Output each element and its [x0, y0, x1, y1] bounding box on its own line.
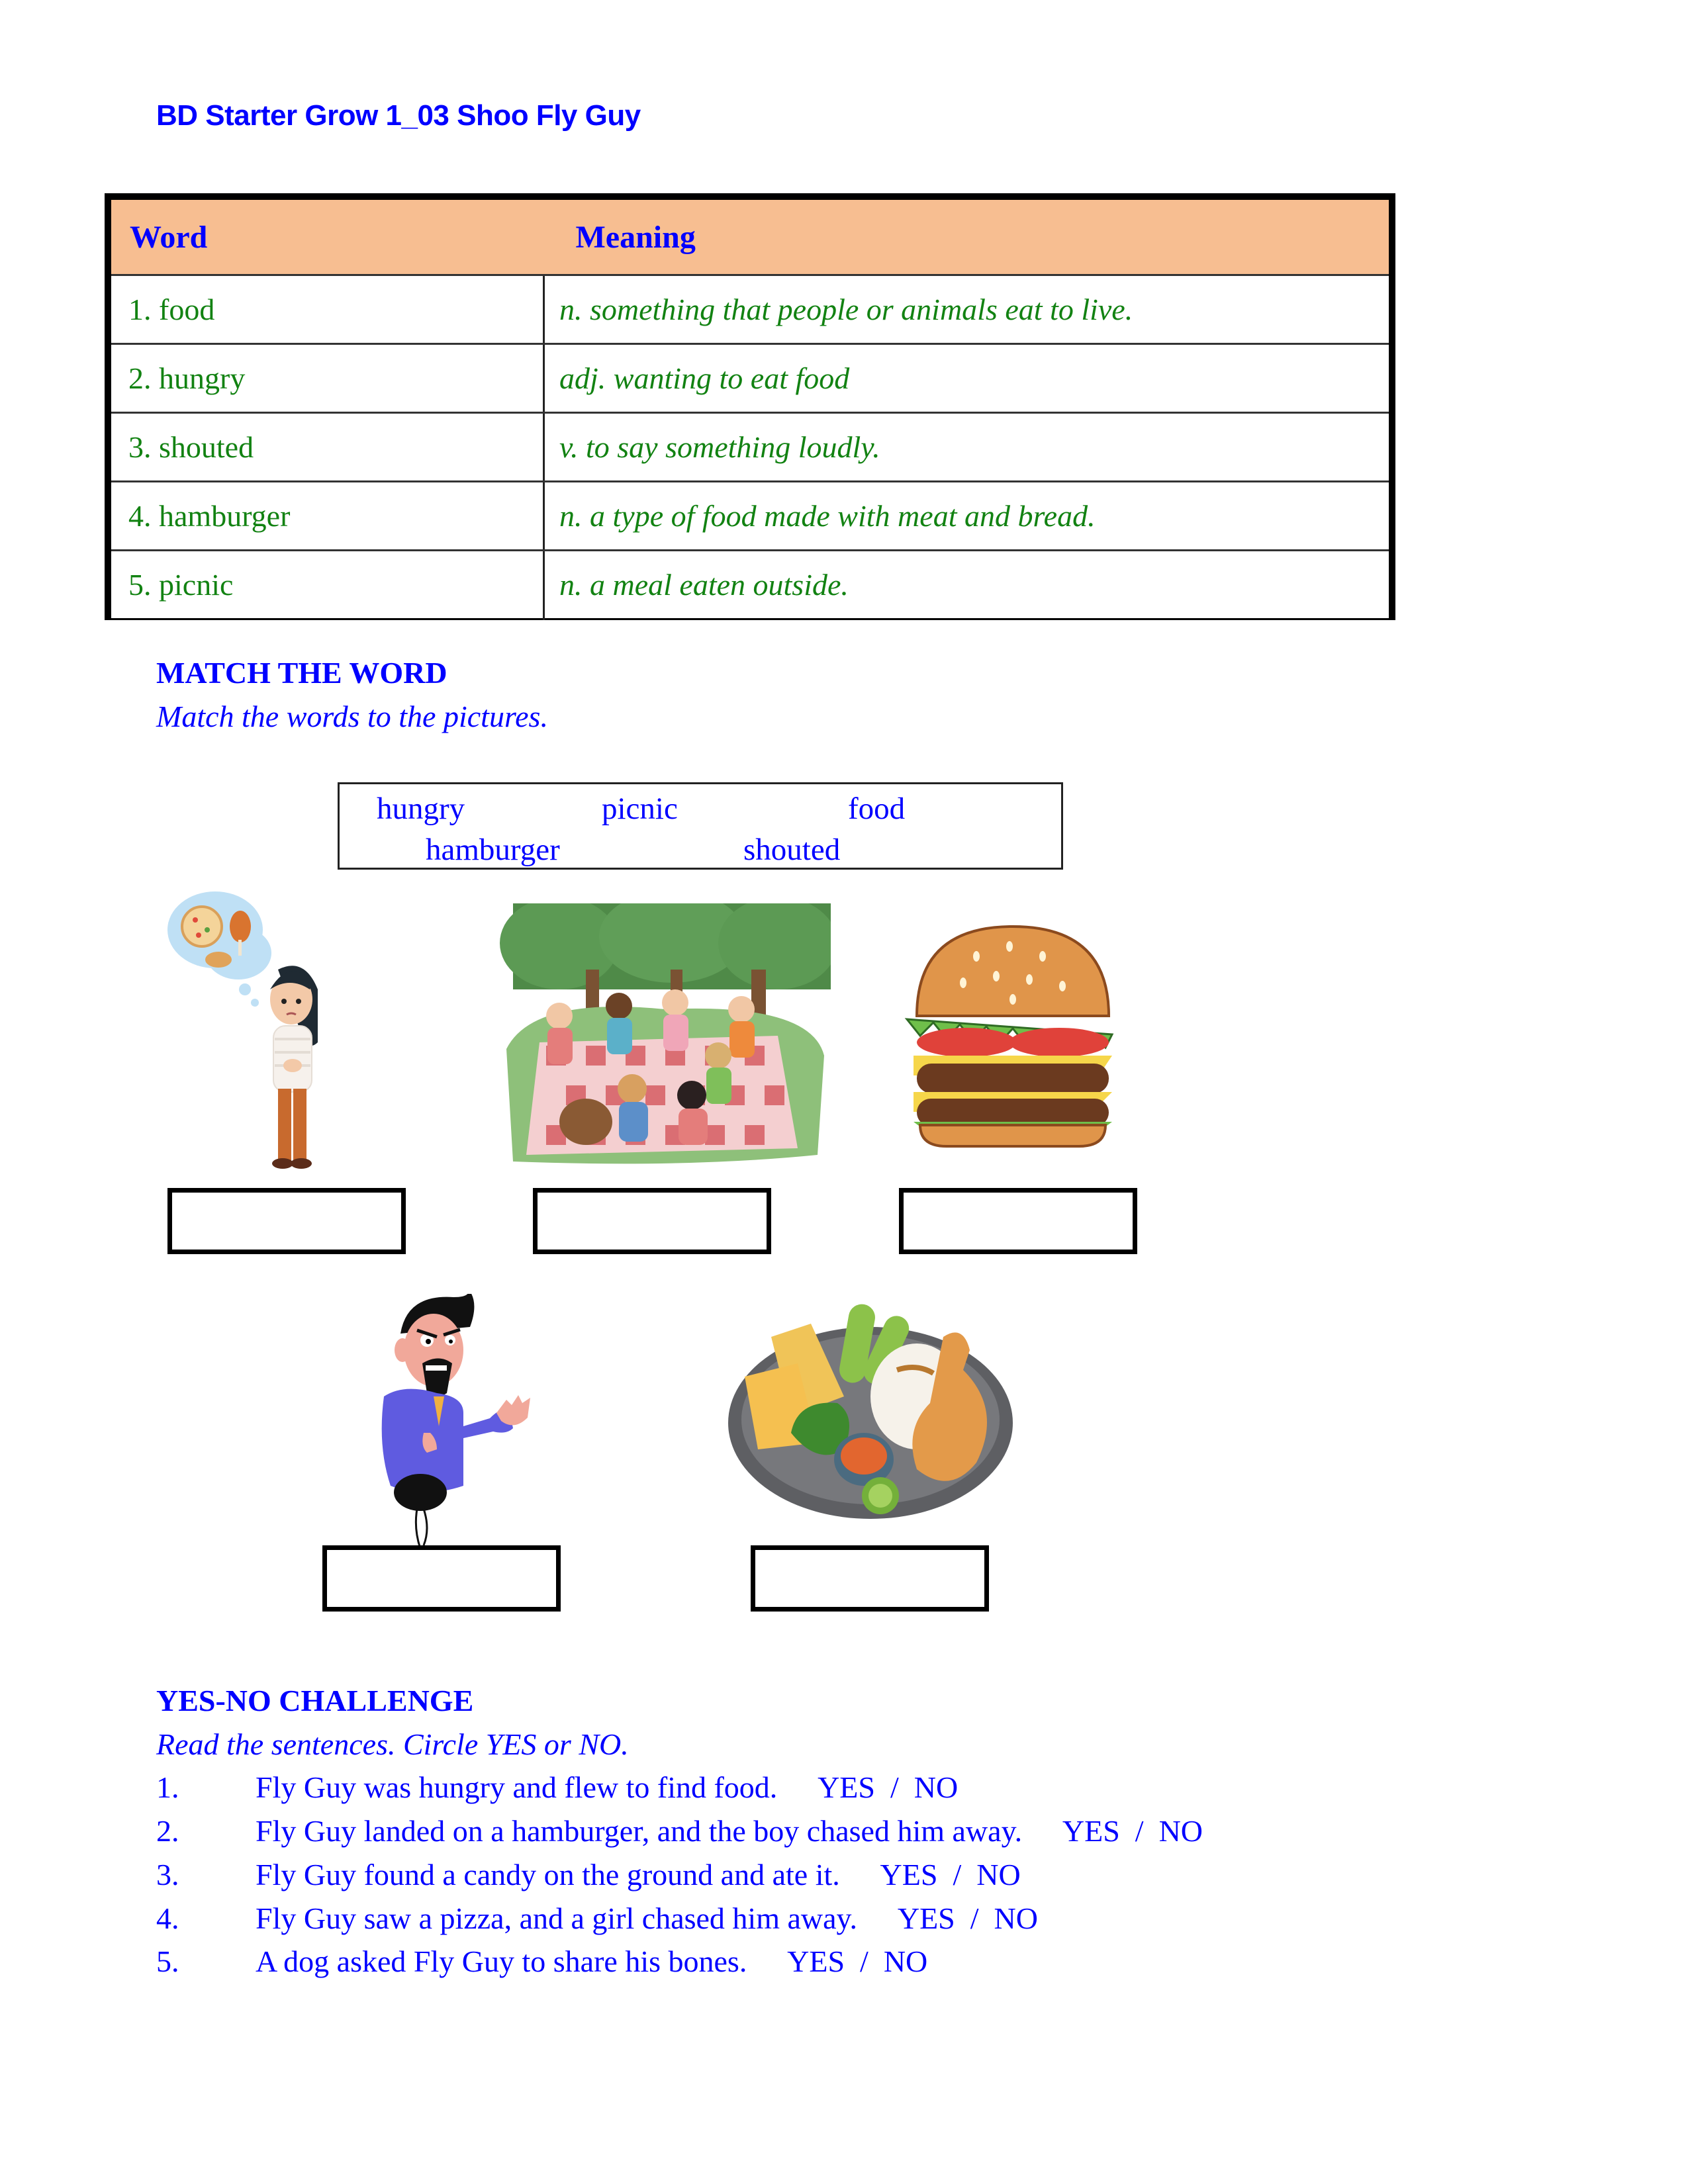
match-instruction: Match the words to the pictures. — [156, 700, 548, 733]
answer-box-4[interactable] — [322, 1545, 561, 1612]
vocabulary-header-row — [108, 197, 1392, 275]
column-header-meaning: Meaning — [544, 197, 1393, 275]
vocab-meaning: n. something that people or animals eat to live. — [544, 275, 1393, 344]
vocab-word: 5. picnic — [108, 551, 544, 619]
yesno-instruction: Read the sentences. Circle YES or NO. — [156, 1727, 629, 1761]
vocabulary-table — [105, 193, 1395, 620]
plate-of-food-rice-chicken-illustration — [725, 1297, 1019, 1522]
document-title: BD Starter Grow 1_03 Shoo Fly Guy — [156, 99, 641, 132]
yesno-item-number: 5. — [156, 1944, 179, 1978]
yesno-item-number: 1. — [156, 1770, 179, 1804]
table-row — [108, 551, 1392, 619]
yesno-item-number: 3. — [156, 1858, 179, 1891]
yesno-item-text: Fly Guy landed on a hamburger, and the boy chased him away. — [256, 1814, 1023, 1848]
yes-no-options[interactable]: YES / NO — [858, 1858, 1021, 1891]
vocab-meaning: n. a meal eaten outside. — [559, 568, 849, 602]
word-bank-item: hungry — [377, 792, 465, 826]
table-row — [108, 344, 1392, 413]
vocab-meaning: adj. wanting to eat food — [544, 344, 1393, 413]
vocab-word: 2. hungry — [108, 344, 544, 413]
column-header-word: Word — [108, 197, 544, 275]
vocab-word: 4. hamburger — [108, 482, 544, 551]
yesno-item — [156, 1857, 1021, 1892]
yesno-item-number: 4. — [156, 1901, 179, 1935]
yesno-item-number: 2. — [156, 1814, 179, 1848]
yesno-item-text: A dog asked Fly Guy to share his bones. — [256, 1944, 747, 1978]
answer-box-3[interactable] — [899, 1188, 1137, 1254]
yesno-item-text: Fly Guy was hungry and flew to find food. — [256, 1770, 778, 1804]
yesno-item — [156, 1944, 927, 1979]
table-row — [108, 413, 1392, 482]
vocab-word: 1. food — [108, 275, 544, 344]
children-picnic-under-trees-illustration — [500, 903, 831, 1165]
yesno-item — [156, 1901, 1038, 1936]
match-heading: MATCH THE WORD — [156, 656, 447, 690]
angry-shouting-man-illustration — [371, 1294, 543, 1549]
word-bank-item: food — [848, 792, 906, 826]
table-row — [108, 275, 1392, 344]
vocab-meaning: n. a type of food made with meat and bread. — [544, 482, 1393, 551]
double-cheeseburger-illustration — [897, 923, 1129, 1148]
word-bank-item: hamburger — [426, 833, 560, 867]
yesno-heading: YES-NO CHALLENGE — [156, 1684, 474, 1717]
table-row — [108, 482, 1392, 551]
yes-no-options[interactable]: YES / NO — [765, 1944, 928, 1978]
word-bank-item: picnic — [602, 792, 678, 826]
yesno-item — [156, 1770, 958, 1805]
word-bank-item: shouted — [743, 833, 841, 867]
yesno-item — [156, 1813, 1203, 1848]
answer-box-5[interactable] — [751, 1545, 989, 1612]
yes-no-options[interactable]: YES / NO — [1041, 1814, 1203, 1848]
yesno-item-text: Fly Guy saw a pizza, and a girl chased him away. — [256, 1901, 858, 1935]
vocab-word: 3. shouted — [108, 413, 544, 482]
answer-box-1[interactable] — [167, 1188, 406, 1254]
yes-no-options[interactable]: YES / NO — [876, 1901, 1038, 1935]
word-bank — [338, 782, 1063, 870]
vocab-meaning: v. to say something loudly. — [544, 413, 1393, 482]
answer-box-2[interactable] — [533, 1188, 771, 1254]
hungry-girl-thinking-of-food-illustration — [162, 890, 361, 1175]
yes-no-options[interactable]: YES / NO — [796, 1770, 959, 1804]
yesno-item-text: Fly Guy found a candy on the ground and ate it. — [256, 1858, 840, 1891]
